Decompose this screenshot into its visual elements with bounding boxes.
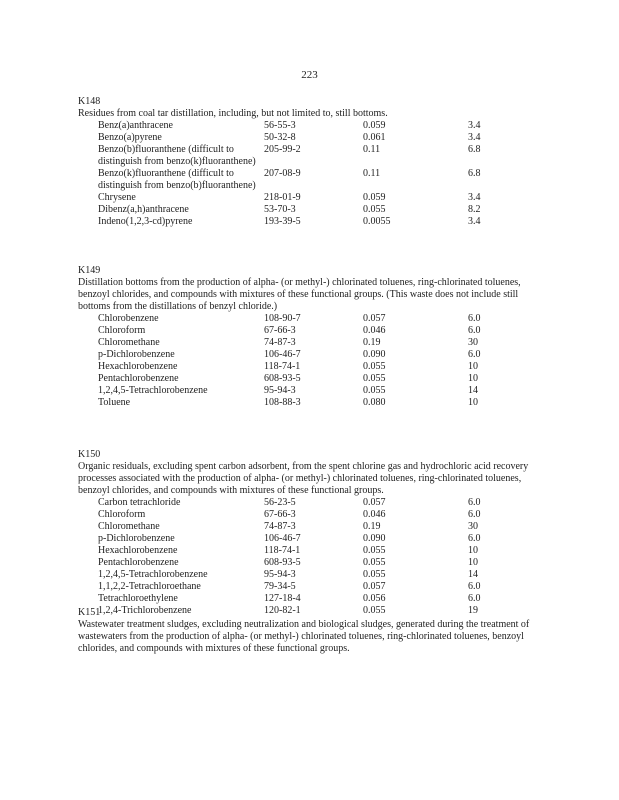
nonwastewater-concentration: 14 (468, 385, 478, 396)
constituent-name: Chrysene (98, 192, 136, 203)
constituent-row (98, 132, 528, 144)
nonwastewater-concentration: 19 (468, 605, 478, 616)
wastewater-concentration: 0.11 (363, 144, 381, 155)
cas-number: 79-34-5 (264, 581, 296, 592)
waste-description: Distillation bottoms from the production of alpha- (or methyl-) chlorinated toluenes, ring-chlorinated toluenes, benzoyl chlorides, and compounds with mixtures of these functional groups. (This waste does not include still bottoms from the distillations of benzyl chloride.) (78, 277, 521, 312)
constituent-name: Chloroform (98, 509, 146, 520)
nonwastewater-concentration: 3.4 (468, 216, 481, 227)
constituent-row (98, 509, 528, 521)
constituent-name: Benzo(k)fluoranthene (difficult to distinguish from benzo(b)fluoranthene) (98, 168, 256, 191)
wastewater-concentration: 0.055 (363, 605, 386, 616)
constituent-row (98, 204, 528, 216)
waste-code: K150 (78, 449, 101, 460)
cas-number: 53-70-3 (264, 204, 296, 215)
constituent-name: Chloroform (98, 325, 146, 336)
constituent-name: Pentachlorobenzene (98, 373, 179, 384)
cas-number: 95-94-3 (264, 569, 296, 580)
wastewater-concentration: 0.0055 (363, 216, 391, 227)
constituent-row (98, 325, 528, 337)
nonwastewater-concentration: 10 (468, 545, 478, 556)
wastewater-concentration: 0.055 (363, 385, 386, 396)
constituent-row (98, 361, 528, 373)
cas-number: 74-87-3 (264, 337, 296, 348)
cas-number: 608-93-5 (264, 557, 301, 568)
waste-section-k149 (78, 265, 550, 409)
cas-number: 67-66-3 (264, 325, 296, 336)
waste-description: Wastewater treatment sludges, excluding neutralization and biological sludges, generated during the treatment of wastewaters from the production of alpha- (or methyl-) chlorinated toluenes, ring-chlorinated toluenes, benzoyl chlorides, and compounds with mixtures of these functional groups. (78, 619, 530, 654)
constituent-name: Tetrachloroethylene (98, 593, 178, 604)
nonwastewater-concentration: 6.0 (468, 497, 481, 508)
constituent-name: Hexachlorobenzene (98, 545, 178, 556)
wastewater-concentration: 0.055 (363, 545, 386, 556)
nonwastewater-concentration: 10 (468, 361, 478, 372)
cas-number: 218-01-9 (264, 192, 301, 203)
wastewater-concentration: 0.059 (363, 192, 386, 203)
constituent-row (98, 497, 528, 509)
cas-number: 56-23-5 (264, 497, 296, 508)
wastewater-concentration: 0.055 (363, 569, 386, 580)
wastewater-concentration: 0.056 (363, 593, 386, 604)
cas-number: 56-55-3 (264, 120, 296, 131)
wastewater-concentration: 0.090 (363, 349, 386, 360)
constituent-row (98, 545, 528, 557)
constituent-name: p-Dichlorobenzene (98, 533, 175, 544)
nonwastewater-concentration: 6.0 (468, 593, 481, 604)
constituent-table (98, 120, 528, 228)
waste-description: Organic residuals, excluding spent carbon adsorbent, from the spent chlorine gas and hydrochloric acid recovery processes associated with the production of alpha- (or methyl-) chlorinated toluenes, ring-chlorinated toluenes, benzoyl chlorides, and compounds with mixtures of these functional groups. (78, 461, 529, 496)
nonwastewater-concentration: 6.8 (468, 168, 481, 179)
wastewater-concentration: 0.055 (363, 204, 386, 215)
constituent-name: 1,2,4,5-Tetrachlorobenzene (98, 569, 208, 580)
nonwastewater-concentration: 6.0 (468, 533, 481, 544)
wastewater-concentration: 0.080 (363, 397, 386, 408)
cas-number: 118-74-1 (264, 361, 301, 372)
cas-number: 608-93-5 (264, 373, 301, 384)
nonwastewater-concentration: 3.4 (468, 120, 481, 131)
nonwastewater-concentration: 10 (468, 373, 478, 384)
constituent-row (98, 373, 528, 385)
constituent-name: Pentachlorobenzene (98, 557, 179, 568)
nonwastewater-concentration: 14 (468, 569, 478, 580)
constituent-row (98, 385, 528, 397)
cas-number: 106-46-7 (264, 533, 301, 544)
constituent-name: Hexachlorobenzene (98, 361, 178, 372)
wastewater-concentration: 0.057 (363, 581, 386, 592)
constituent-name: 1,1,2,2-Tetrachloroethane (98, 581, 201, 592)
wastewater-concentration: 0.059 (363, 120, 386, 131)
constituent-name: 1,2,4,5-Tetrachlorobenzene (98, 385, 208, 396)
cas-number: 193-39-5 (264, 216, 301, 227)
cas-number: 74-87-3 (264, 521, 296, 532)
nonwastewater-concentration: 6.0 (468, 509, 481, 520)
waste-description: Residues from coal tar distillation, including, but not limited to, still bottoms. (78, 108, 388, 119)
wastewater-concentration: 0.19 (363, 337, 381, 348)
nonwastewater-concentration: 6.0 (468, 349, 481, 360)
constituent-row (98, 313, 528, 325)
constituent-row (98, 337, 528, 349)
constituent-name: Chloromethane (98, 337, 160, 348)
nonwastewater-concentration: 10 (468, 397, 478, 408)
constituent-name: Dibenz(a,h)anthracene (98, 204, 189, 215)
constituent-name: Chlorobenzene (98, 313, 159, 324)
constituent-row (98, 397, 528, 409)
waste-code: K151 (78, 607, 101, 618)
cas-number: 118-74-1 (264, 545, 301, 556)
page-number: 223 (301, 69, 318, 81)
constituent-name: Carbon tetrachloride (98, 497, 181, 508)
wastewater-concentration: 0.090 (363, 533, 386, 544)
constituent-row (98, 557, 528, 569)
constituent-row (98, 533, 528, 545)
constituent-name: Benzo(b)fluoranthene (difficult to distinguish from benzo(k)fluoranthene) (98, 144, 256, 167)
constituent-name: Benzo(a)pyrene (98, 132, 162, 143)
nonwastewater-concentration: 6.0 (468, 313, 481, 324)
wastewater-concentration: 0.055 (363, 557, 386, 568)
constituent-row (98, 216, 528, 228)
cas-number: 127-18-4 (264, 593, 301, 604)
constituent-row (98, 349, 528, 361)
cas-number: 106-46-7 (264, 349, 301, 360)
constituent-row (98, 521, 528, 533)
constituent-name: Indeno(1,2,3-cd)pyrene (98, 216, 193, 227)
wastewater-concentration: 0.19 (363, 521, 381, 532)
nonwastewater-concentration: 8.2 (468, 204, 481, 215)
wastewater-concentration: 0.046 (363, 509, 386, 520)
cas-number: 67-66-3 (264, 509, 296, 520)
cas-number: 108-90-7 (264, 313, 301, 324)
constituent-row (98, 168, 528, 192)
nonwastewater-concentration: 30 (468, 337, 478, 348)
waste-code: K148 (78, 96, 101, 107)
cas-number: 108-88-3 (264, 397, 301, 408)
waste-section-k148 (78, 96, 550, 228)
wastewater-concentration: 0.055 (363, 373, 386, 384)
constituent-name: Benz(a)anthracene (98, 120, 173, 131)
cas-number: 205-99-2 (264, 144, 301, 155)
wastewater-concentration: 0.11 (363, 168, 381, 179)
cas-number: 50-32-8 (264, 132, 296, 143)
constituent-row (98, 569, 528, 581)
nonwastewater-concentration: 3.4 (468, 192, 481, 203)
constituent-table (98, 497, 528, 617)
constituent-name: p-Dichlorobenzene (98, 349, 175, 360)
cas-number: 120-82-1 (264, 605, 301, 616)
wastewater-concentration: 0.055 (363, 361, 386, 372)
constituent-row (98, 581, 528, 593)
waste-section-k150 (78, 449, 550, 617)
cas-number: 207-08-9 (264, 168, 301, 179)
cas-number: 95-94-3 (264, 385, 296, 396)
constituent-name: Chloromethane (98, 521, 160, 532)
constituent-row (98, 593, 528, 605)
wastewater-concentration: 0.061 (363, 132, 386, 143)
nonwastewater-concentration: 6.0 (468, 325, 481, 336)
nonwastewater-concentration: 10 (468, 557, 478, 568)
waste-code: K149 (78, 265, 101, 276)
wastewater-concentration: 0.046 (363, 325, 386, 336)
constituent-table (98, 313, 528, 409)
nonwastewater-concentration: 3.4 (468, 132, 481, 143)
constituent-row (98, 120, 528, 132)
constituent-name: Toluene (98, 397, 131, 408)
wastewater-concentration: 0.057 (363, 313, 386, 324)
nonwastewater-concentration: 6.0 (468, 581, 481, 592)
nonwastewater-concentration: 30 (468, 521, 478, 532)
constituent-row (98, 144, 528, 168)
wastewater-concentration: 0.057 (363, 497, 386, 508)
constituent-row (98, 192, 528, 204)
constituent-name: 1,2,4-Trichlorobenzene (98, 605, 192, 616)
waste-section-k151 (78, 607, 550, 655)
nonwastewater-concentration: 6.8 (468, 144, 481, 155)
